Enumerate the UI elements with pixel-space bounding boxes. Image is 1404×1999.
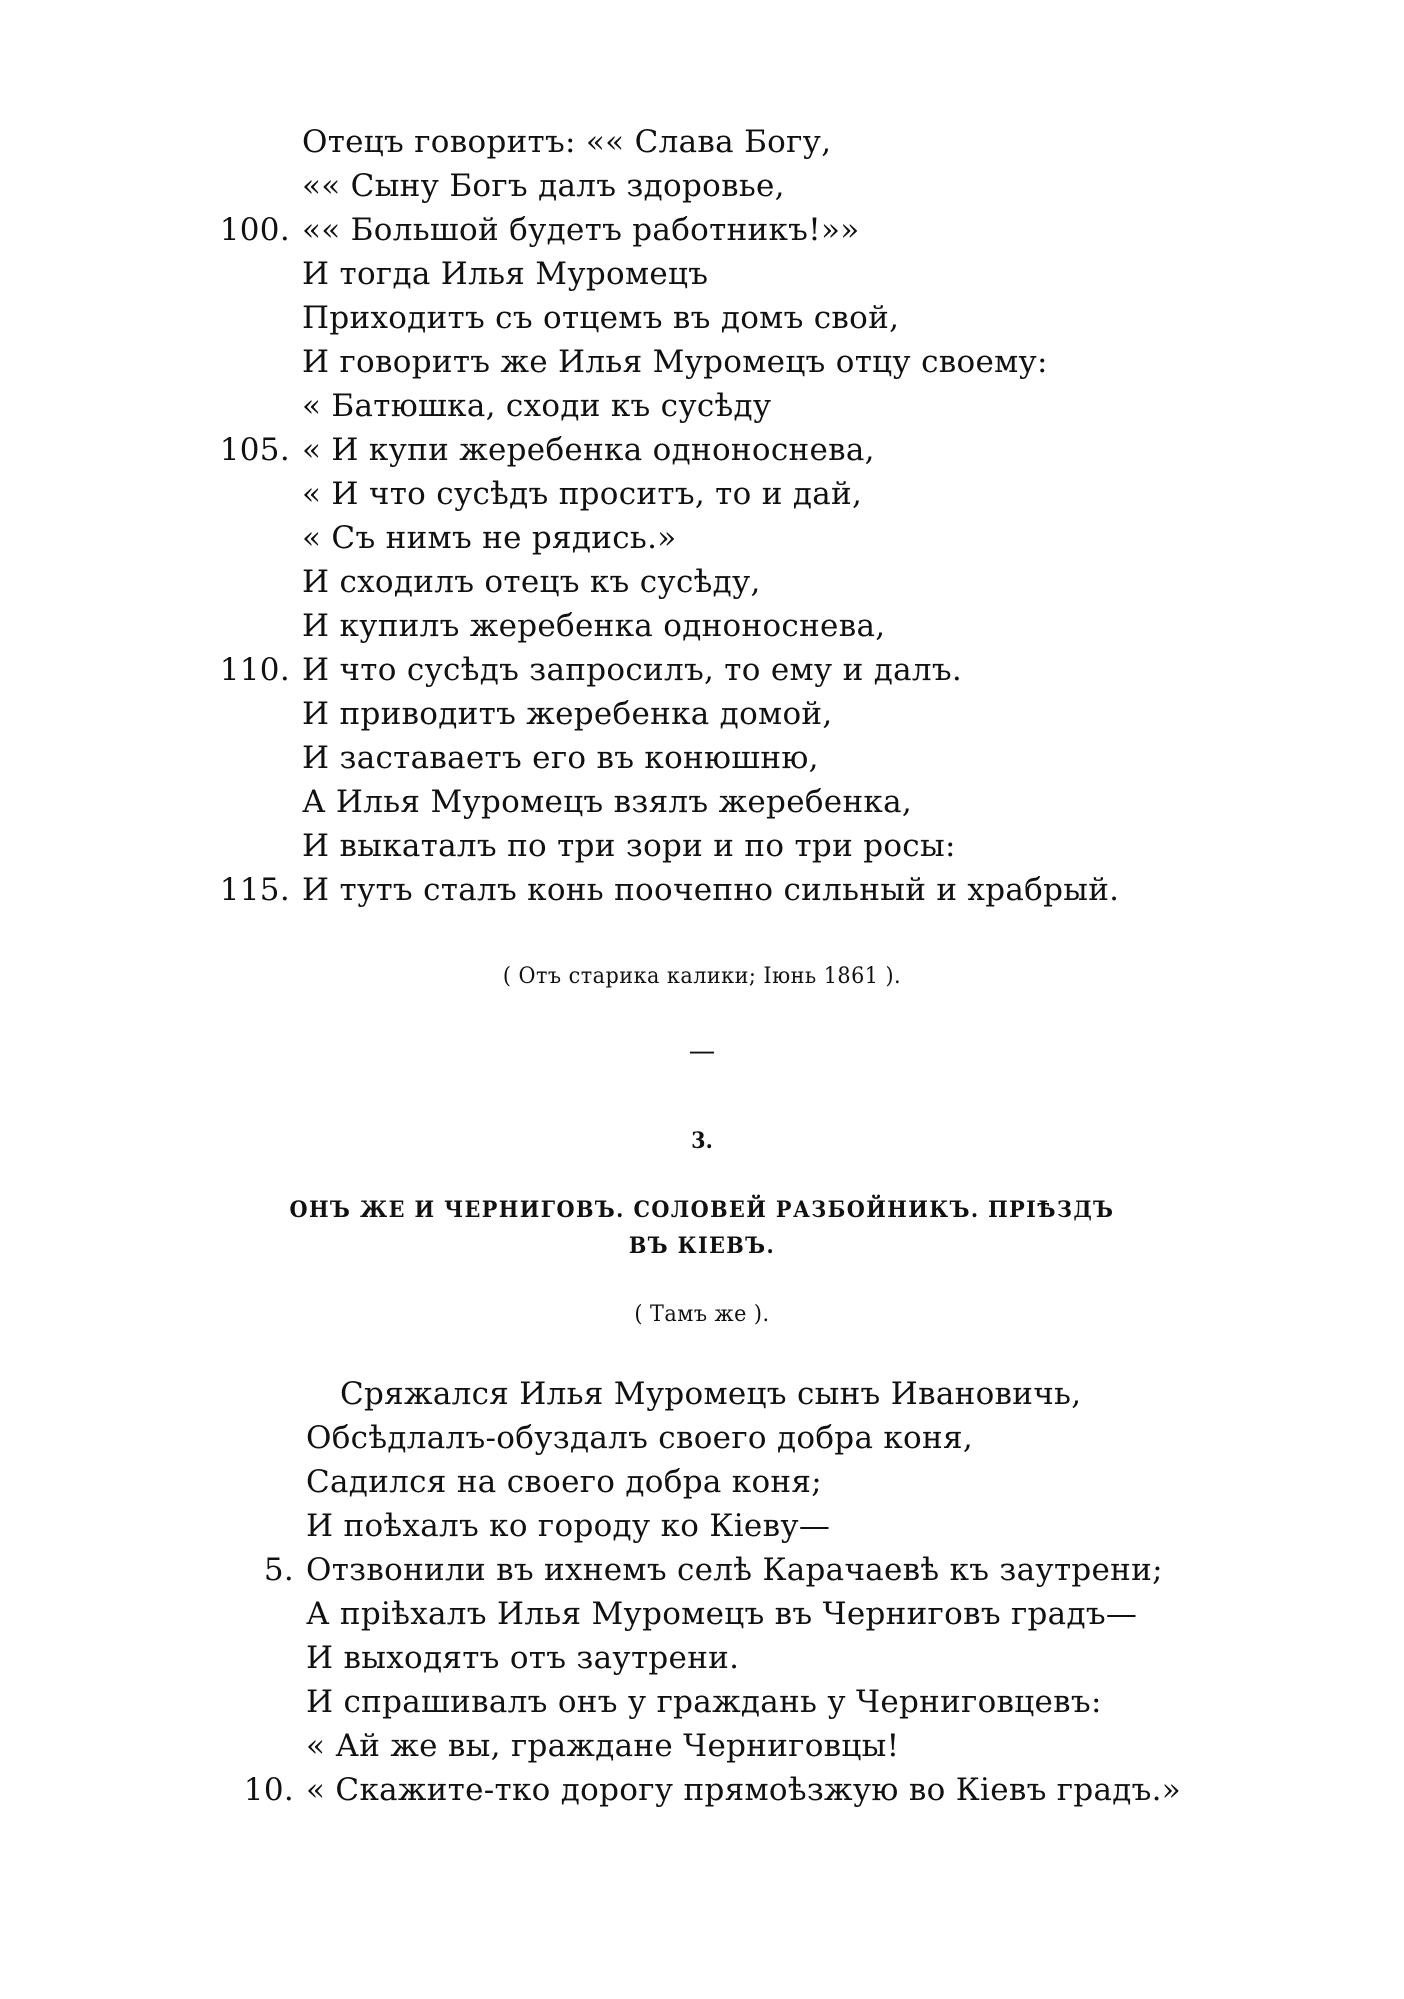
line-number: 10. <box>243 1772 294 1808</box>
section-title-continued: ВЪ КІЕВЪ. <box>628 1233 776 1259</box>
section-number: 3. <box>691 1128 713 1154</box>
line-number: 100. <box>219 212 290 248</box>
line-number: 110. <box>219 652 290 688</box>
separator-dash: — <box>688 1034 716 1067</box>
document-page: Отецъ говоритъ: «« Слава Богу, «« Сыну Богъ далъ здоровье, 100. «« Большой будетъ работникъ!»» И тогда Илья Муромецъ Приходитъ съ отцемъ въ домъ свой, И говоритъ же Илья Муромецъ отцу своему: « Батюшка, сходи къ сусѣду 105. « И купи жеребенка одноноснева, « И что сусѣдъ проситъ, то и дай, « Съ нимъ не рядись.» И сходилъ отецъ къ сусѣду, И купилъ жеребенка одноноснева, 110. И что сусѣдъ запросилъ, то ему и далъ. И приводитъ жеребенка домой, И заставаетъ его въ конюшню, А Илья Муромецъ взялъ жеребенка, И выкаталъ по три зори и по три росы: 115. И тутъ сталъ конь поочепно сильный и храбрый. ( Отъ старика калики; Іюнь 1861 ). — 3. ОНЪ ЖЕ И ЧЕРНИГОВЪ. СОЛОВЕЙ РАЗБОЙНИКЪ. ПРІѢЗДЪ ВЪ КІЕВЪ. ( Тамъ же ). Сряжался Илья Муромецъ сынъ Ивановичь, Обсѣдлалъ-обуздалъ своего добра коня, Садился на своего добра коня; И поѣхалъ ко городу ко Кіеву— 5. Отзвонили въ ихнемъ селѣ Карачаевѣ къ заутрени; А пріѣхалъ Илья Муромецъ въ Черниговъ градъ— И выходятъ отъ заутрени. И спрашивалъ онъ у граждань у Черниговцевъ: « Ай же вы, граждане Черниговцы! 10. « Скажите-тко дорогу прямоѣзжую во Кіевъ градъ.» <box>0 0 1404 1999</box>
line-number: 5. <box>263 1552 294 1588</box>
line-number: 105. <box>219 432 290 468</box>
section-source-note: ( Тамъ же ). <box>634 1302 770 1327</box>
source-note: ( Отъ старика калики; Іюнь 1861 ). <box>502 964 902 989</box>
line-number: 115. <box>219 872 290 908</box>
section-title: ОНЪ ЖЕ И ЧЕРНИГОВЪ. СОЛОВЕЙ РАЗБОЙНИКЪ. ПРІѢЗДЪ <box>289 1197 1115 1223</box>
